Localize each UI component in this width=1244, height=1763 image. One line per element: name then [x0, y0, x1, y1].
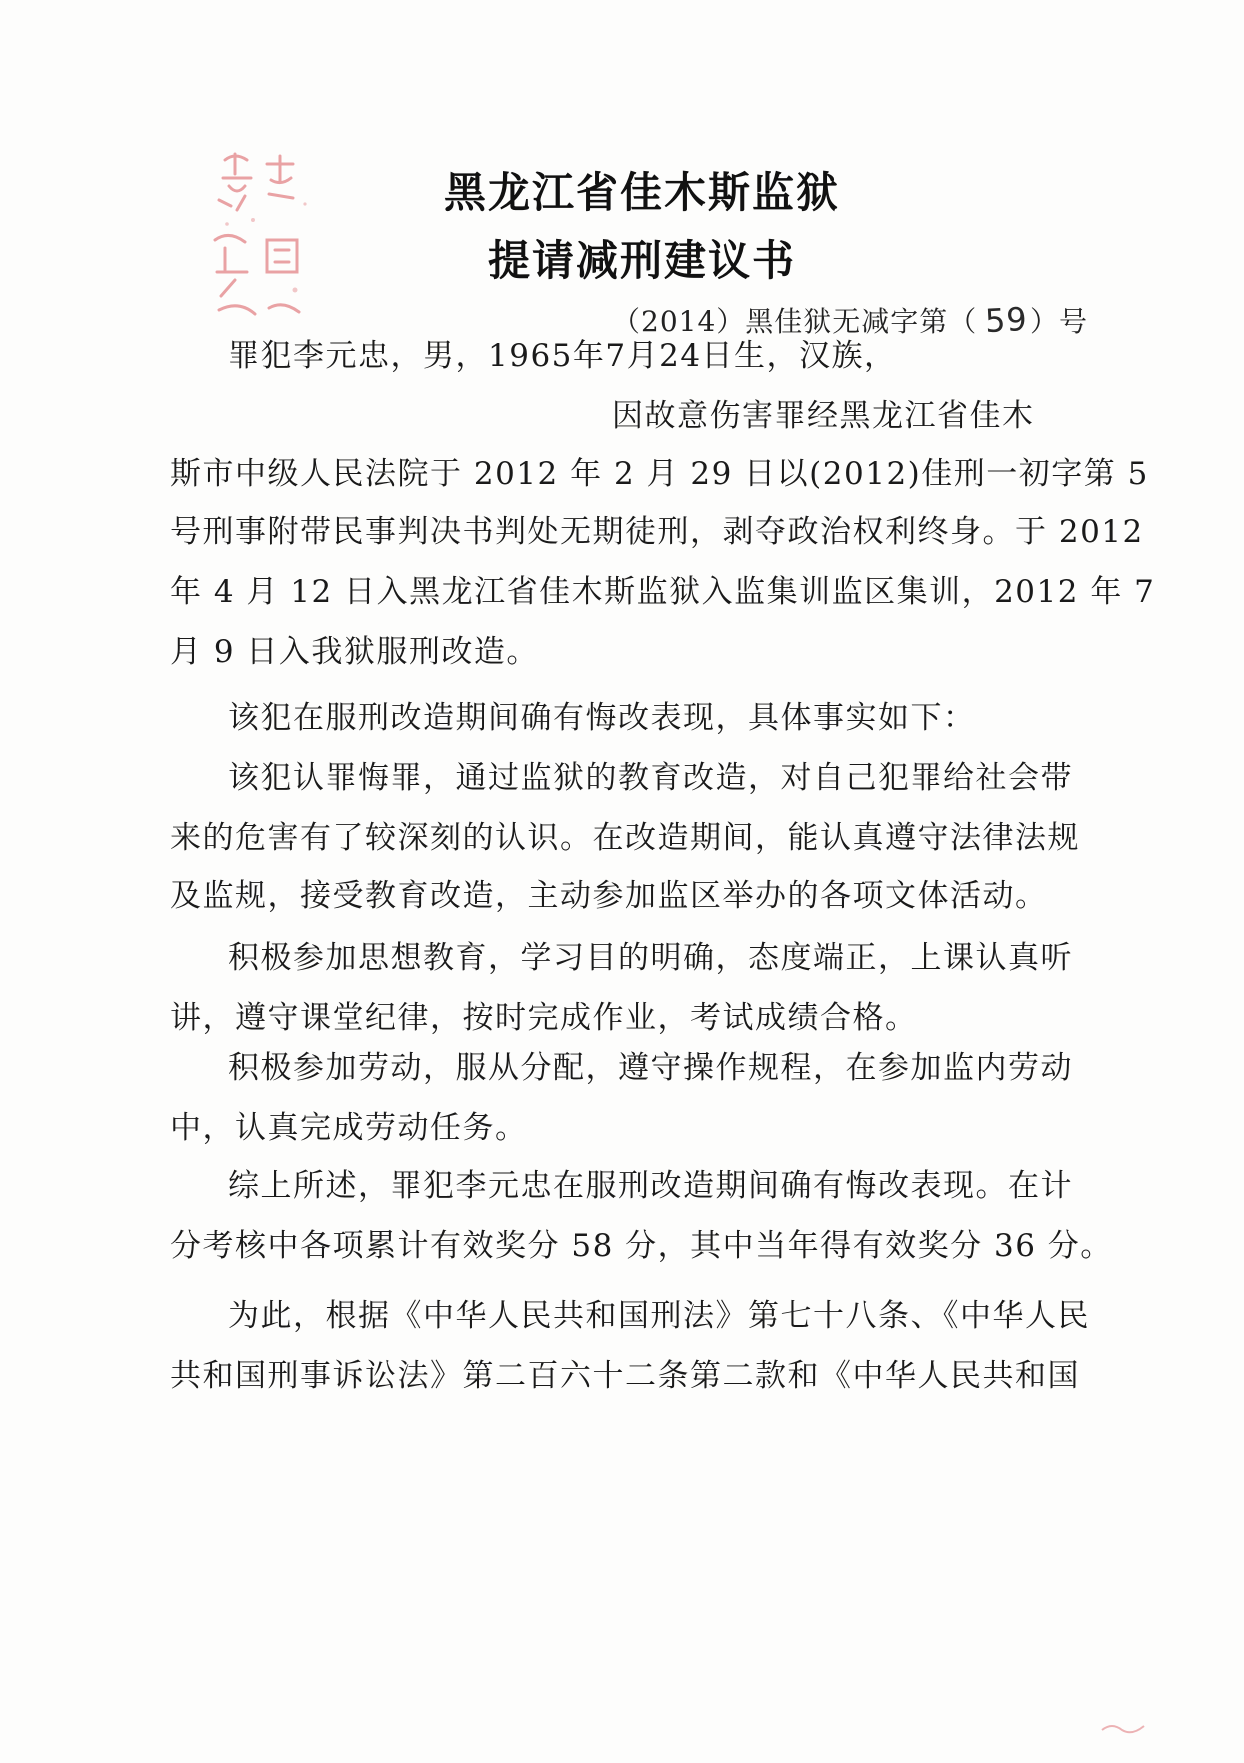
- body-line: 号刑事附带民事判决书判处无期徒刑，剥夺政治权利终身。于 2012: [170, 514, 1144, 550]
- body-line: 该犯在服刑改造期间确有悔改表现，具体事实如下：: [228, 700, 976, 736]
- body-line: 综上所述，罪犯李元忠在服刑改造期间确有悔改表现。在计: [228, 1168, 1073, 1204]
- body-line: 来的危害有了较深刻的认识。在改造期间，能认真遵守法律法规: [170, 820, 1080, 856]
- body-line: 月 9 日入我狱服刑改造。: [170, 634, 539, 670]
- document-number-suffix: ）号: [1029, 305, 1088, 338]
- body-line: 因故意伤害罪经黑龙江省佳木: [612, 398, 1035, 434]
- body-line: 年 4 月 12 日入黑龙江省佳木斯监狱入监集训监区集训，2012 年 7: [170, 574, 1156, 610]
- body-line: 斯市中级人民法院于 2012 年 2 月 29 日以(2012)佳刑一初字第 5: [170, 456, 1149, 492]
- body-line: 该犯认罪悔罪，通过监狱的教育改造，对自己犯罪给社会带: [228, 760, 1073, 796]
- body-line: 积极参加思想教育，学习目的明确，态度端正，上课认真听: [228, 940, 1073, 976]
- body-line: 中，认真完成劳动任务。: [170, 1110, 528, 1146]
- body-line: 讲，遵守课堂纪律，按时完成作业，考试成绩合格。: [170, 1000, 918, 1036]
- document-title-line2: 提请减刑建议书: [487, 236, 796, 285]
- body-line: 分考核中各项累计有效奖分 58 分，其中当年得有效奖分 36 分。: [170, 1228, 1113, 1264]
- document-number-handwritten: 59: [984, 299, 1029, 341]
- document-number-prefix: （2014）黑佳狱无减字第（: [612, 305, 978, 338]
- body-line: 罪犯李元忠，男，1965年7月24日生，汉族，: [228, 338, 897, 374]
- body-line: 积极参加劳动，服从分配，遵守操作规程，在参加监内劳动: [228, 1050, 1073, 1086]
- faded-ink-mark: [1100, 1720, 1146, 1736]
- body-line: 为此，根据《中华人民共和国刑法》第七十八条、《中华人民: [228, 1298, 1090, 1334]
- body-line: 及监规，接受教育改造，主动参加监区举办的各项文体活动。: [170, 878, 1048, 914]
- body-line: 共和国刑事诉讼法》第二百六十二条第二款和《中华人民共和国: [170, 1358, 1080, 1394]
- document-title-line1: 黑龙江省佳木斯监狱: [443, 168, 840, 217]
